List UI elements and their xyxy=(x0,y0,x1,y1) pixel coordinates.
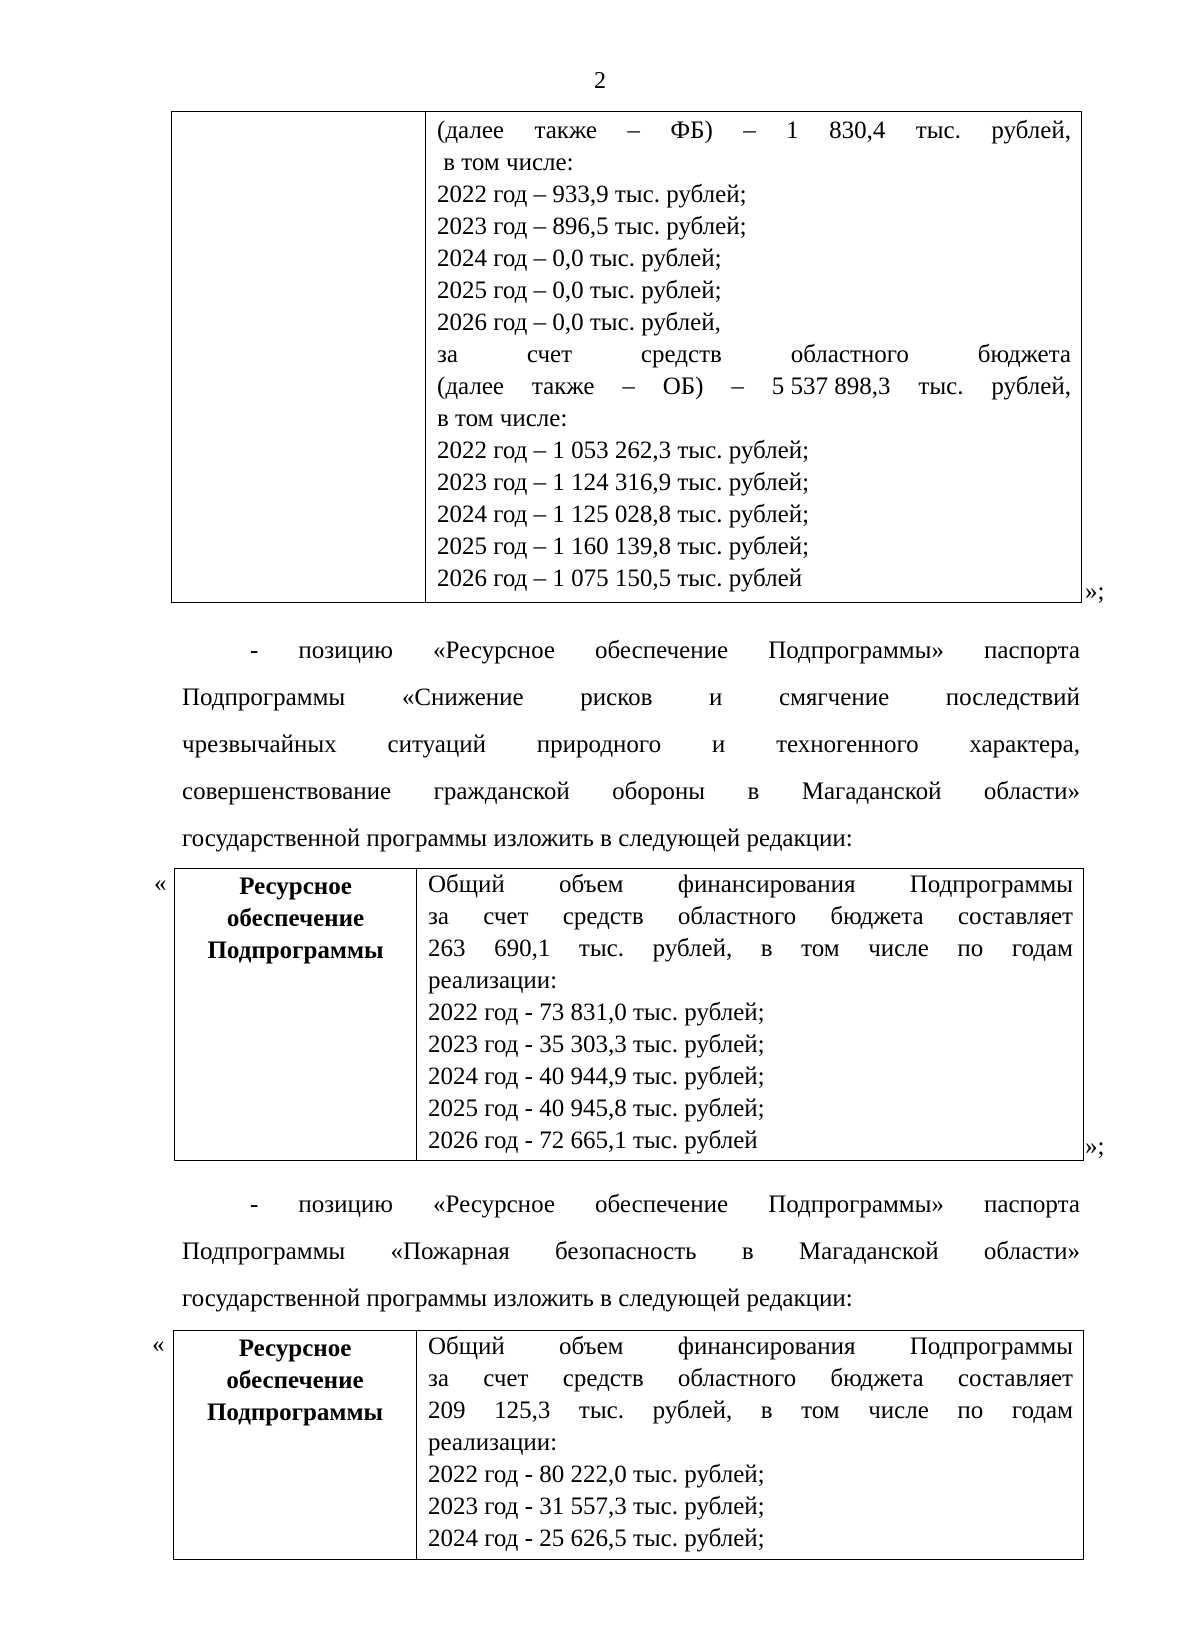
word: обеспечение xyxy=(595,1191,729,1218)
word: чрезвычайных xyxy=(182,731,337,758)
word: Магаданской xyxy=(801,778,942,805)
opening-quote: « xyxy=(152,1331,165,1358)
word: «Снижение xyxy=(401,684,524,711)
word: по xyxy=(957,1397,984,1424)
word: - xyxy=(250,637,259,664)
word: областного xyxy=(790,341,909,368)
word: смягчение xyxy=(778,684,890,711)
word: в xyxy=(747,778,760,805)
word: - xyxy=(250,1191,259,1218)
text-line xyxy=(428,1395,1073,1427)
word: 1 xyxy=(786,117,799,144)
word: позицию xyxy=(298,1191,393,1218)
text-line: 2022 год – 933,9 тыс. рублей; xyxy=(437,181,747,208)
word: в xyxy=(760,935,773,962)
word: – xyxy=(731,373,744,400)
word: рублей, xyxy=(652,935,733,962)
word: Магаданской xyxy=(798,1238,939,1265)
text-line xyxy=(182,768,1080,815)
text-line: 2023 год - 31 557,3 тыс. рублей; xyxy=(428,1493,765,1520)
word: природного xyxy=(536,731,662,758)
word: в xyxy=(760,1397,773,1424)
text-line: 2026 год - 72 665,1 тыс. рублей xyxy=(428,1127,758,1154)
resource-table-emergency xyxy=(174,868,1084,1161)
word: гражданской xyxy=(433,778,570,805)
text-line: 2024 год - 25 626,5 тыс. рублей; xyxy=(428,1525,765,1552)
word: составляет xyxy=(957,1365,1073,1392)
table3-text xyxy=(428,1331,1073,1555)
word: рублей, xyxy=(652,1397,733,1424)
word: за xyxy=(428,903,449,930)
word: – xyxy=(627,117,640,144)
word: тыс. xyxy=(918,373,964,400)
text-line: 2025 год – 0,0 тыс. рублей; xyxy=(437,277,722,304)
word: бюджета xyxy=(830,1365,924,1392)
text-line: обеспечение xyxy=(226,905,365,932)
word: числе xyxy=(868,1397,929,1424)
word: тыс. xyxy=(915,117,961,144)
word: годам xyxy=(1011,1397,1073,1424)
word: (далее xyxy=(437,373,505,400)
text-line: 2026 год – 1 075 150,5 тыс. рублей xyxy=(437,565,803,592)
word: средств xyxy=(562,1365,644,1392)
word: финансирования xyxy=(677,871,856,898)
word: 690,1 xyxy=(494,935,551,962)
word: средств xyxy=(640,341,722,368)
text-line: 2023 год – 896,5 тыс. рублей; xyxy=(437,213,747,240)
word: ФБ) xyxy=(670,117,713,144)
word: числе xyxy=(868,935,929,962)
word: обороны xyxy=(612,778,706,805)
word: за xyxy=(428,1365,449,1392)
text-line xyxy=(182,1181,1080,1228)
word: за xyxy=(437,341,458,368)
text-line: Ресурсное xyxy=(239,873,352,900)
resource-label-cell xyxy=(174,1331,417,1560)
text-line xyxy=(428,1363,1073,1395)
text-line: реализации: xyxy=(428,967,558,994)
amendment-paragraph-2 xyxy=(182,1181,1080,1322)
word: области» xyxy=(983,778,1080,805)
word: Подпрограммы xyxy=(909,1333,1073,1360)
word: характера, xyxy=(969,731,1080,758)
word: Общий xyxy=(428,871,505,898)
text-line xyxy=(437,371,1071,403)
word: Подпрограммы xyxy=(909,871,1073,898)
text-line: государственной программы изложить в следующей редакции: xyxy=(182,825,853,852)
resource-value-cell xyxy=(417,869,1084,1161)
word: рублей, xyxy=(991,117,1071,144)
closing-quote: »; xyxy=(1085,1133,1105,1160)
word: счет xyxy=(526,341,573,368)
text-line: 2022 год - 80 222,0 тыс. рублей; xyxy=(428,1461,765,1488)
text-line: 2025 год - 40 945,8 тыс. рублей; xyxy=(428,1095,765,1122)
word: 5 537 898,3 xyxy=(771,373,891,400)
text-line: в том числе: xyxy=(437,405,568,432)
text-line: Подпрограммы xyxy=(206,1399,383,1426)
word: обеспечение xyxy=(595,637,729,664)
table-left-cell xyxy=(172,112,426,603)
word: позицию xyxy=(298,637,393,664)
text-line: Ресурсное xyxy=(238,1335,352,1362)
word: рублей, xyxy=(991,373,1071,400)
word: объем xyxy=(559,871,624,898)
word: паспорта xyxy=(983,1191,1080,1218)
word: тыс. xyxy=(578,935,624,962)
amendment-paragraph-1 xyxy=(182,627,1080,862)
text-line: Подпрограммы xyxy=(207,937,384,964)
word: – xyxy=(622,373,635,400)
text-line xyxy=(182,721,1080,768)
text-line xyxy=(437,339,1071,371)
text-line: реализации: xyxy=(428,1429,558,1456)
text-line: 2024 год – 0,0 тыс. рублей; xyxy=(437,245,722,272)
word: тыс. xyxy=(578,1397,624,1424)
resource-table-fire xyxy=(173,1330,1084,1560)
word: Подпрограммы» xyxy=(768,637,944,664)
word: Подпрограммы» xyxy=(768,1191,944,1218)
text-line: 2023 год – 1 124 316,9 тыс. рублей; xyxy=(437,469,810,496)
word: «Пожарная xyxy=(390,1238,510,1265)
word: областного xyxy=(677,903,797,930)
word: составляет xyxy=(957,903,1073,930)
word: том xyxy=(801,1397,840,1424)
word: также xyxy=(531,373,595,400)
word: по xyxy=(957,935,984,962)
text-line: 2022 год – 1 053 262,3 тыс. рублей; xyxy=(437,437,810,464)
text-line xyxy=(182,1228,1080,1275)
word: 263 xyxy=(428,935,466,962)
text-line: 2022 год - 73 831,0 тыс. рублей; xyxy=(428,999,765,1026)
word: Подпрограммы xyxy=(182,684,346,711)
resource-value-cell xyxy=(417,1331,1084,1560)
text-line xyxy=(182,674,1080,721)
text-line: 2024 год – 1 125 028,8 тыс. рублей; xyxy=(437,501,810,528)
word: годам xyxy=(1011,935,1073,962)
word: в xyxy=(741,1238,754,1265)
word: ситуаций xyxy=(387,731,486,758)
word: 830,4 xyxy=(829,117,886,144)
word: области» xyxy=(983,1238,1080,1265)
text-line xyxy=(428,901,1073,933)
closing-quote: »; xyxy=(1085,578,1105,605)
word: 125,3 xyxy=(494,1397,551,1424)
word: том xyxy=(801,935,840,962)
financing-table-continued xyxy=(171,111,1082,603)
word: техногенного xyxy=(776,731,919,758)
text-line xyxy=(437,115,1071,147)
word: совершенствование xyxy=(182,778,392,805)
text-line: 2023 год - 35 303,3 тыс. рублей; xyxy=(428,1031,765,1058)
text-line: 2025 год – 1 160 139,8 тыс. рублей; xyxy=(437,533,810,560)
word: также xyxy=(534,117,597,144)
word: рисков xyxy=(580,684,653,711)
word: – xyxy=(743,117,756,144)
resource-label xyxy=(174,1333,416,1429)
word: (далее xyxy=(437,117,505,144)
text-line: 2026 год – 0,0 тыс. рублей, xyxy=(437,309,721,336)
text-line xyxy=(428,1331,1073,1363)
table2-text xyxy=(428,869,1073,1157)
text-line xyxy=(428,933,1073,965)
page-number: 2 xyxy=(594,68,606,94)
word: бюджета xyxy=(830,903,924,930)
word: бюджета xyxy=(977,341,1071,368)
word: счет xyxy=(483,1365,529,1392)
word: Общий xyxy=(428,1333,505,1360)
resource-label xyxy=(175,871,416,967)
word: финансирования xyxy=(677,1333,856,1360)
text-line: 2024 год - 40 944,9 тыс. рублей; xyxy=(428,1063,765,1090)
word: «Ресурсное xyxy=(433,1191,555,1218)
word: 209 xyxy=(428,1397,466,1424)
word: и xyxy=(709,684,723,711)
word: средств xyxy=(562,903,644,930)
text-line xyxy=(428,869,1073,901)
word: Подпрограммы xyxy=(182,1238,346,1265)
word: и xyxy=(711,731,726,758)
word: «Ресурсное xyxy=(433,637,555,664)
word: паспорта xyxy=(983,637,1080,664)
table-right-cell xyxy=(426,112,1082,603)
word: безопасность xyxy=(555,1238,697,1265)
table1-text xyxy=(437,115,1071,595)
text-line: в том числе: xyxy=(437,149,574,176)
word: областного xyxy=(677,1365,797,1392)
resource-label-cell xyxy=(175,869,417,1161)
text-line xyxy=(182,627,1080,674)
text-line: государственной программы изложить в следующей редакции: xyxy=(182,1285,853,1312)
word: ОБ) xyxy=(662,373,704,400)
opening-quote: « xyxy=(154,870,167,897)
word: объем xyxy=(559,1333,624,1360)
text-line: обеспечение xyxy=(226,1367,364,1394)
word: последствий xyxy=(945,684,1080,711)
word: счет xyxy=(483,903,529,930)
